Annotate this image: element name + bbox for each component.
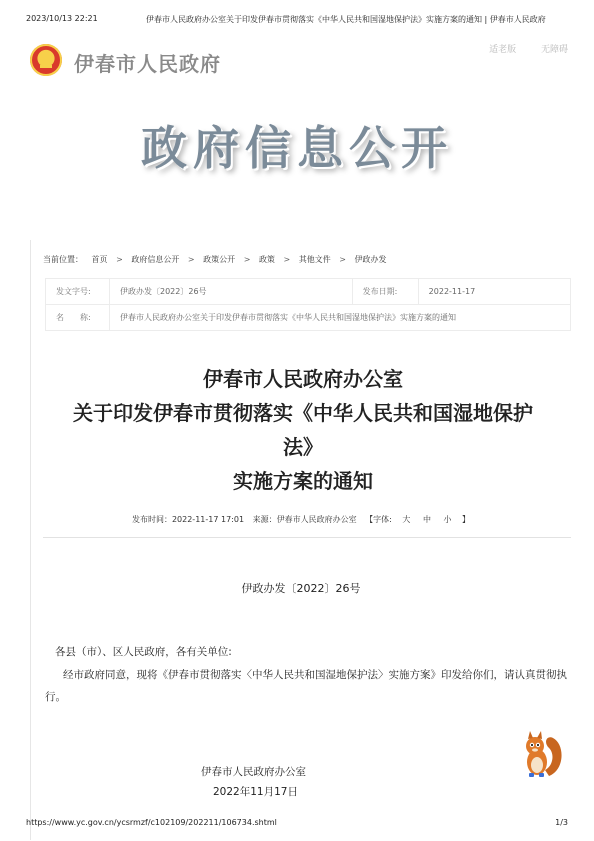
article-source: 来源：伊春市人民政府办公室: [252, 515, 357, 524]
page-url[interactable]: https://www.yc.gov.cn/ycsrmzf/c102109/202211/106734.shtml: [26, 818, 277, 827]
article-title-line: 伊春市人民政府办公室: [203, 367, 403, 391]
breadcrumb-item-other[interactable]: 其他文件: [298, 255, 331, 264]
table-row: [46, 305, 571, 331]
squirrel-mascot-icon[interactable]: [511, 726, 567, 782]
breadcrumb-separator: >: [116, 255, 123, 264]
article-title-line: 实施方案的通知: [233, 469, 373, 493]
breadcrumb-separator: >: [283, 255, 291, 264]
publish-date-label: 发布日期:: [352, 279, 418, 305]
breadcrumb-separator: >: [243, 255, 251, 264]
article-body: 经市政府同意，现将《伊春市贯彻落实〈中华人民共和国湿地保护法〉实施方案》印发给你们，请认真贯彻执行。: [45, 669, 567, 703]
breadcrumb-item-home[interactable]: 首页: [91, 255, 108, 264]
publish-date-value: 2022-11-17: [418, 279, 570, 305]
font-size-label: 【字体:: [365, 515, 392, 524]
article-title-line: 关于印发伊春市贯彻落实《中华人民共和国湿地保护: [73, 401, 533, 425]
breadcrumb-label: 当前位置：: [43, 255, 83, 264]
page-number: 1/3: [555, 818, 568, 827]
font-size-close: 】: [462, 515, 471, 524]
font-size-small-button[interactable]: 小: [443, 515, 452, 524]
divider: [43, 537, 571, 538]
breadcrumb-item-info[interactable]: 政府信息公开: [131, 255, 180, 264]
article-title: [55, 362, 551, 498]
font-size-large-button[interactable]: 大: [402, 515, 411, 524]
breadcrumb-item-policy[interactable]: 政策: [258, 255, 275, 264]
document-meta-table: [45, 278, 571, 331]
breadcrumb-item-policy-open[interactable]: 政策公开: [203, 255, 236, 264]
banner-title: 政府信息公开: [141, 121, 453, 175]
breadcrumb: [43, 254, 393, 265]
publish-time: 发布时间：2022-11-17 17:01: [131, 515, 245, 524]
signer: 伊春市人民政府办公室: [201, 766, 306, 778]
accessibility-link[interactable]: 无障碍: [540, 45, 568, 55]
print-timestamp: 2023/10/13 22:21: [26, 14, 98, 23]
doc-number-label: 发文字号:: [46, 279, 110, 305]
table-row: [46, 279, 571, 305]
print-header: [26, 14, 568, 28]
breadcrumb-separator: >: [187, 255, 195, 264]
doc-number-value: 伊政办发〔2022〕26号: [110, 279, 353, 305]
salutation: 各县（市）、区人民政府，各有关单位:: [55, 646, 232, 658]
sign-date: 2022年11月17日: [213, 786, 298, 798]
font-size-medium-button[interactable]: 中: [422, 515, 431, 524]
site-name[interactable]: 伊春市人民政府: [74, 52, 221, 76]
doc-name-label: 名 称:: [46, 305, 110, 331]
content-panel: [30, 240, 570, 840]
breadcrumb-item-current[interactable]: 伊政办发: [354, 255, 387, 264]
document-number: 伊政办发〔2022〕26号: [241, 582, 361, 595]
elderly-mode-link[interactable]: 适老版: [489, 45, 517, 55]
article-title-line: 法》: [283, 435, 323, 459]
doc-name-value: 伊春市人民政府办公室关于印发伊春市贯彻落实《中华人民共和国湿地保护法》实施方案的通知: [110, 305, 571, 331]
national-emblem-icon[interactable]: [30, 44, 62, 76]
article-meta: [31, 514, 571, 525]
top-links: [467, 42, 568, 55]
print-page-title: 伊春市人民政府办公室关于印发伊春市贯彻落实《中华人民共和国湿地保护法》实施方案的通知 | 伊春市人民政府: [146, 15, 546, 24]
breadcrumb-separator: >: [339, 255, 346, 264]
